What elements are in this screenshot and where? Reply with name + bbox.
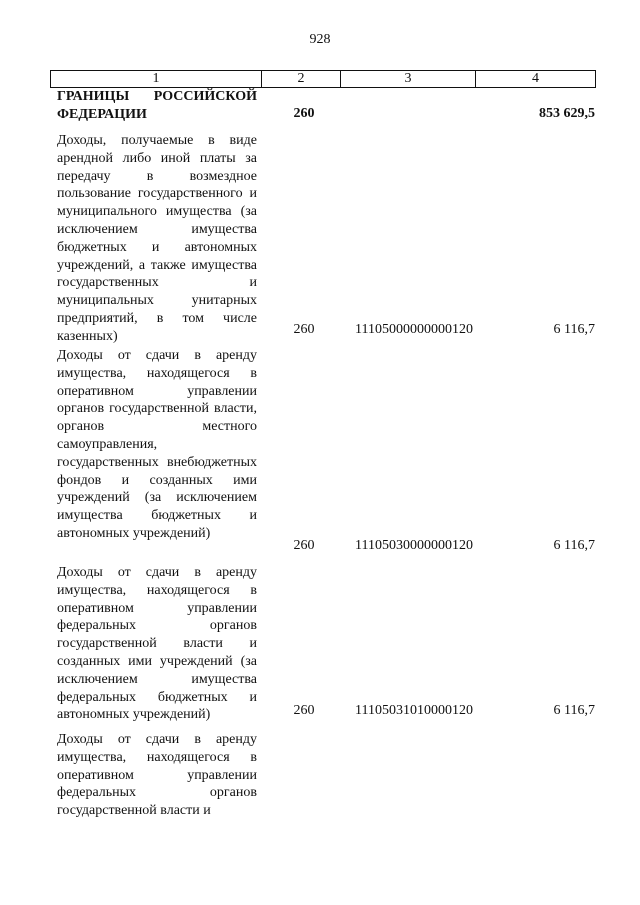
row-description: ГРАНИЦЫ РОССИЙСКОЙ ФЕДЕРАЦИИ bbox=[57, 89, 257, 122]
header-col-2: 2 bbox=[262, 71, 341, 88]
header-col-3: 3 bbox=[341, 71, 476, 88]
table-header bbox=[50, 70, 596, 88]
row-kbk-code: 11105031010000120 bbox=[355, 703, 473, 718]
row-description: Доходы, получаемые в виде арендной либо иной платы за передачу в возмездное пользование государственного и муниципального имущества (за исключением имущества бюджетных и автономных учреждений, а также имущества государственных и муниципальных унитарных предприятий, в том числе казенных) bbox=[57, 133, 257, 344]
header-col-4: 4 bbox=[476, 71, 596, 88]
row-description: Доходы от сдачи в аренду имущества, находящегося в оперативном управлении органов государственной власти, органов местного самоуправления, государственных внебюджетных фондов и созданных ими учреждений (за исключением имущества бюджетных и автономных учреждений) bbox=[57, 348, 257, 541]
row-description: Доходы от сдачи в аренду имущества, находящегося в оперативном управлении федеральных органов государственной власти и созданных ими учреждений (за исключением имущества федеральных бюджетных и автономных учреждений) bbox=[57, 565, 257, 723]
row-admin-code: 260 bbox=[293, 703, 315, 718]
page-number: 928 bbox=[309, 32, 331, 47]
row-amount: 853 629,5 bbox=[539, 106, 595, 121]
row-description: Доходы от сдачи в аренду имущества, находящегося в оперативном управлении федеральных органов государственной власти и bbox=[57, 732, 257, 819]
row-amount: 6 116,7 bbox=[553, 538, 595, 553]
row-admin-code: 260 bbox=[293, 106, 315, 121]
row-admin-code: 260 bbox=[293, 322, 315, 337]
header-col-1: 1 bbox=[51, 71, 262, 88]
row-kbk-code: 11105030000000120 bbox=[355, 538, 473, 553]
row-kbk-code: 11105000000000120 bbox=[355, 322, 473, 337]
row-admin-code: 260 bbox=[293, 538, 315, 553]
row-amount: 6 116,7 bbox=[553, 703, 595, 718]
row-amount: 6 116,7 bbox=[553, 322, 595, 337]
